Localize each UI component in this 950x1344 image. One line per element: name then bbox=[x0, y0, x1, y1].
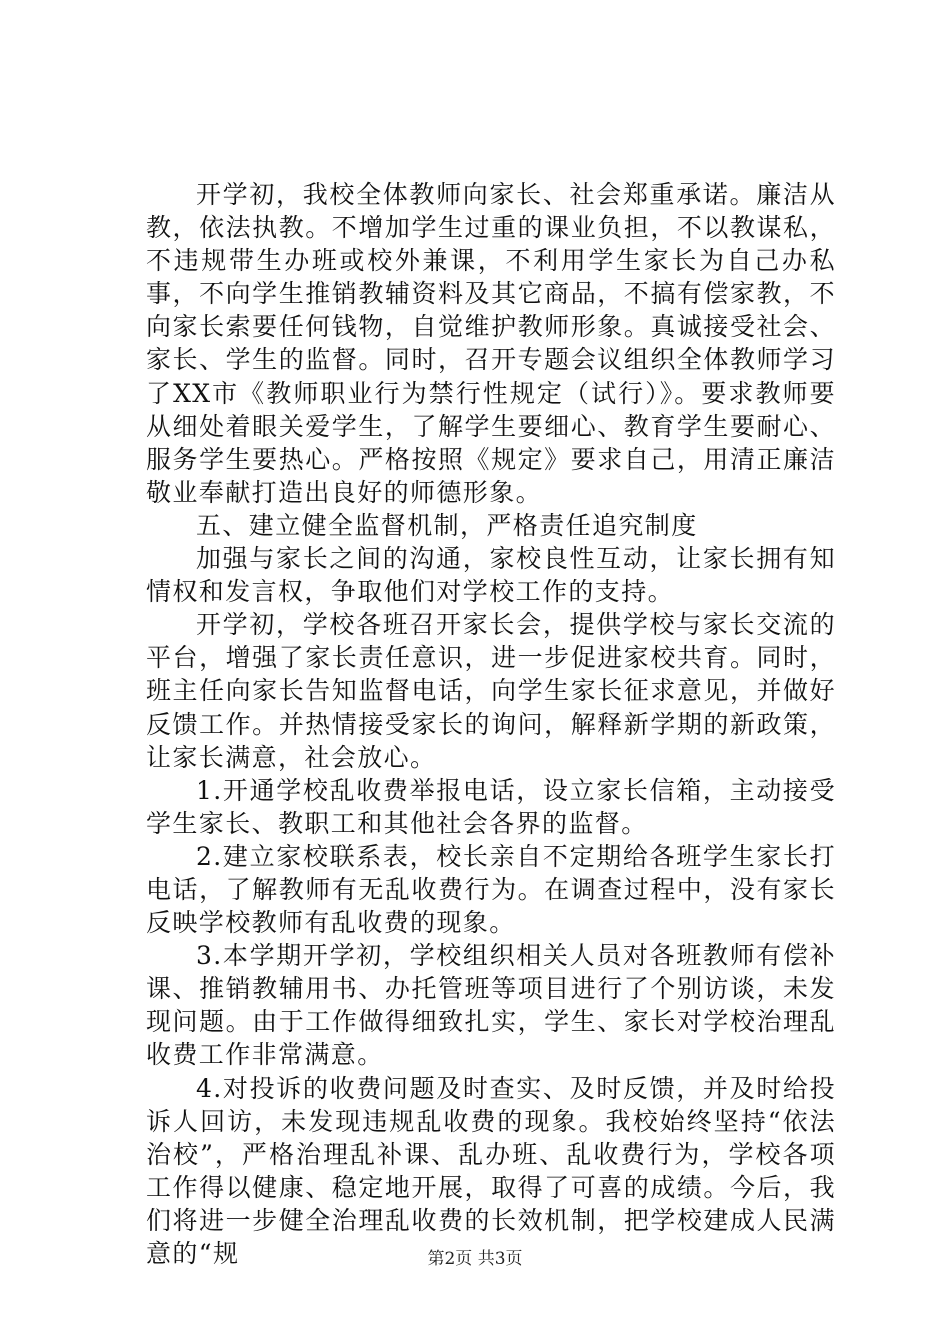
list-item-hotline: 1.开通学校乱收费举报电话，设立家长信箱，主动接受学生家长、教职工和其他社会各界的监督。 bbox=[146, 775, 836, 838]
page-number-footer: 第2页 共3页 bbox=[427, 1249, 523, 1269]
paragraph-teacher-pledge: 开学初，我校全体教师向家长、社会郑重承诺。廉洁从教，依法执教。不增加学生过重的课业负担，不以教谋私，不违规带生办班或校外兼课，不利用学生家长为自己办私事，不向学生推销教辅资料及其它商品，不搞有偿家教，不向家长索要任何钱物，自觉维护教师形象。真诚接受社会、家长、学生的监督。同时，召开专题会议组织全体教师学习了XX市《教师职业行为禁行性规定（试行）》。要求教师要从细处着眼关爱学生，了解学生要细心、教育学生要耐心、服务学生要热心。严格按照《规定》要求自己，用清正廉洁敬业奉献打造出良好的师德形象。 bbox=[146, 180, 836, 507]
list-item-interviews: 3.本学期开学初，学校组织相关人员对各班教师有偿补课、推销教辅用书、办托管班等项目进行了个别访谈，未发现问题。由于工作做得细致扎实，学生、家长对学校治理乱收费工作非常满意。 bbox=[146, 941, 836, 1070]
section-heading-supervision: 五、建立健全监督机制，严格责任追究制度 bbox=[196, 510, 698, 540]
paragraph-parent-communication: 加强与家长之间的沟通，家校良性互动，让家长拥有知情权和发言权，争取他们对学校工作的支持。 bbox=[146, 544, 836, 607]
list-item-contact-form: 2.建立家校联系表，校长亲自不定期给各班学生家长打电话，了解教师有无乱收费行为。在调查过程中，没有家长反映学校教师有乱收费的现象。 bbox=[146, 841, 836, 938]
list-item-complaints: 4.对投诉的收费问题及时查实、及时反馈，并及时给投诉人回访，未发现违规乱收费的现象。我校始终坚持“依法治校”，严格治理乱补课、乱办班、乱收费行为，学校各项工作得以健康、稳定地开展，取得了可喜的成绩。今后，我们将进一步健全治理乱收费的长效机制，把学校建成人民满意的“规 bbox=[146, 1073, 836, 1268]
paragraph-parent-meeting: 开学初，学校各班召开家长会，提供学校与家长交流的平台，增强了家长责任意识，进一步促进家校共育。同时，班主任向家长告知监督电话，向学生家长征求意见，并做好反馈工作。并热情接受家长的询问，解释新学期的新政策，让家长满意，社会放心。 bbox=[146, 610, 836, 772]
document-body bbox=[146, 178, 836, 1270]
